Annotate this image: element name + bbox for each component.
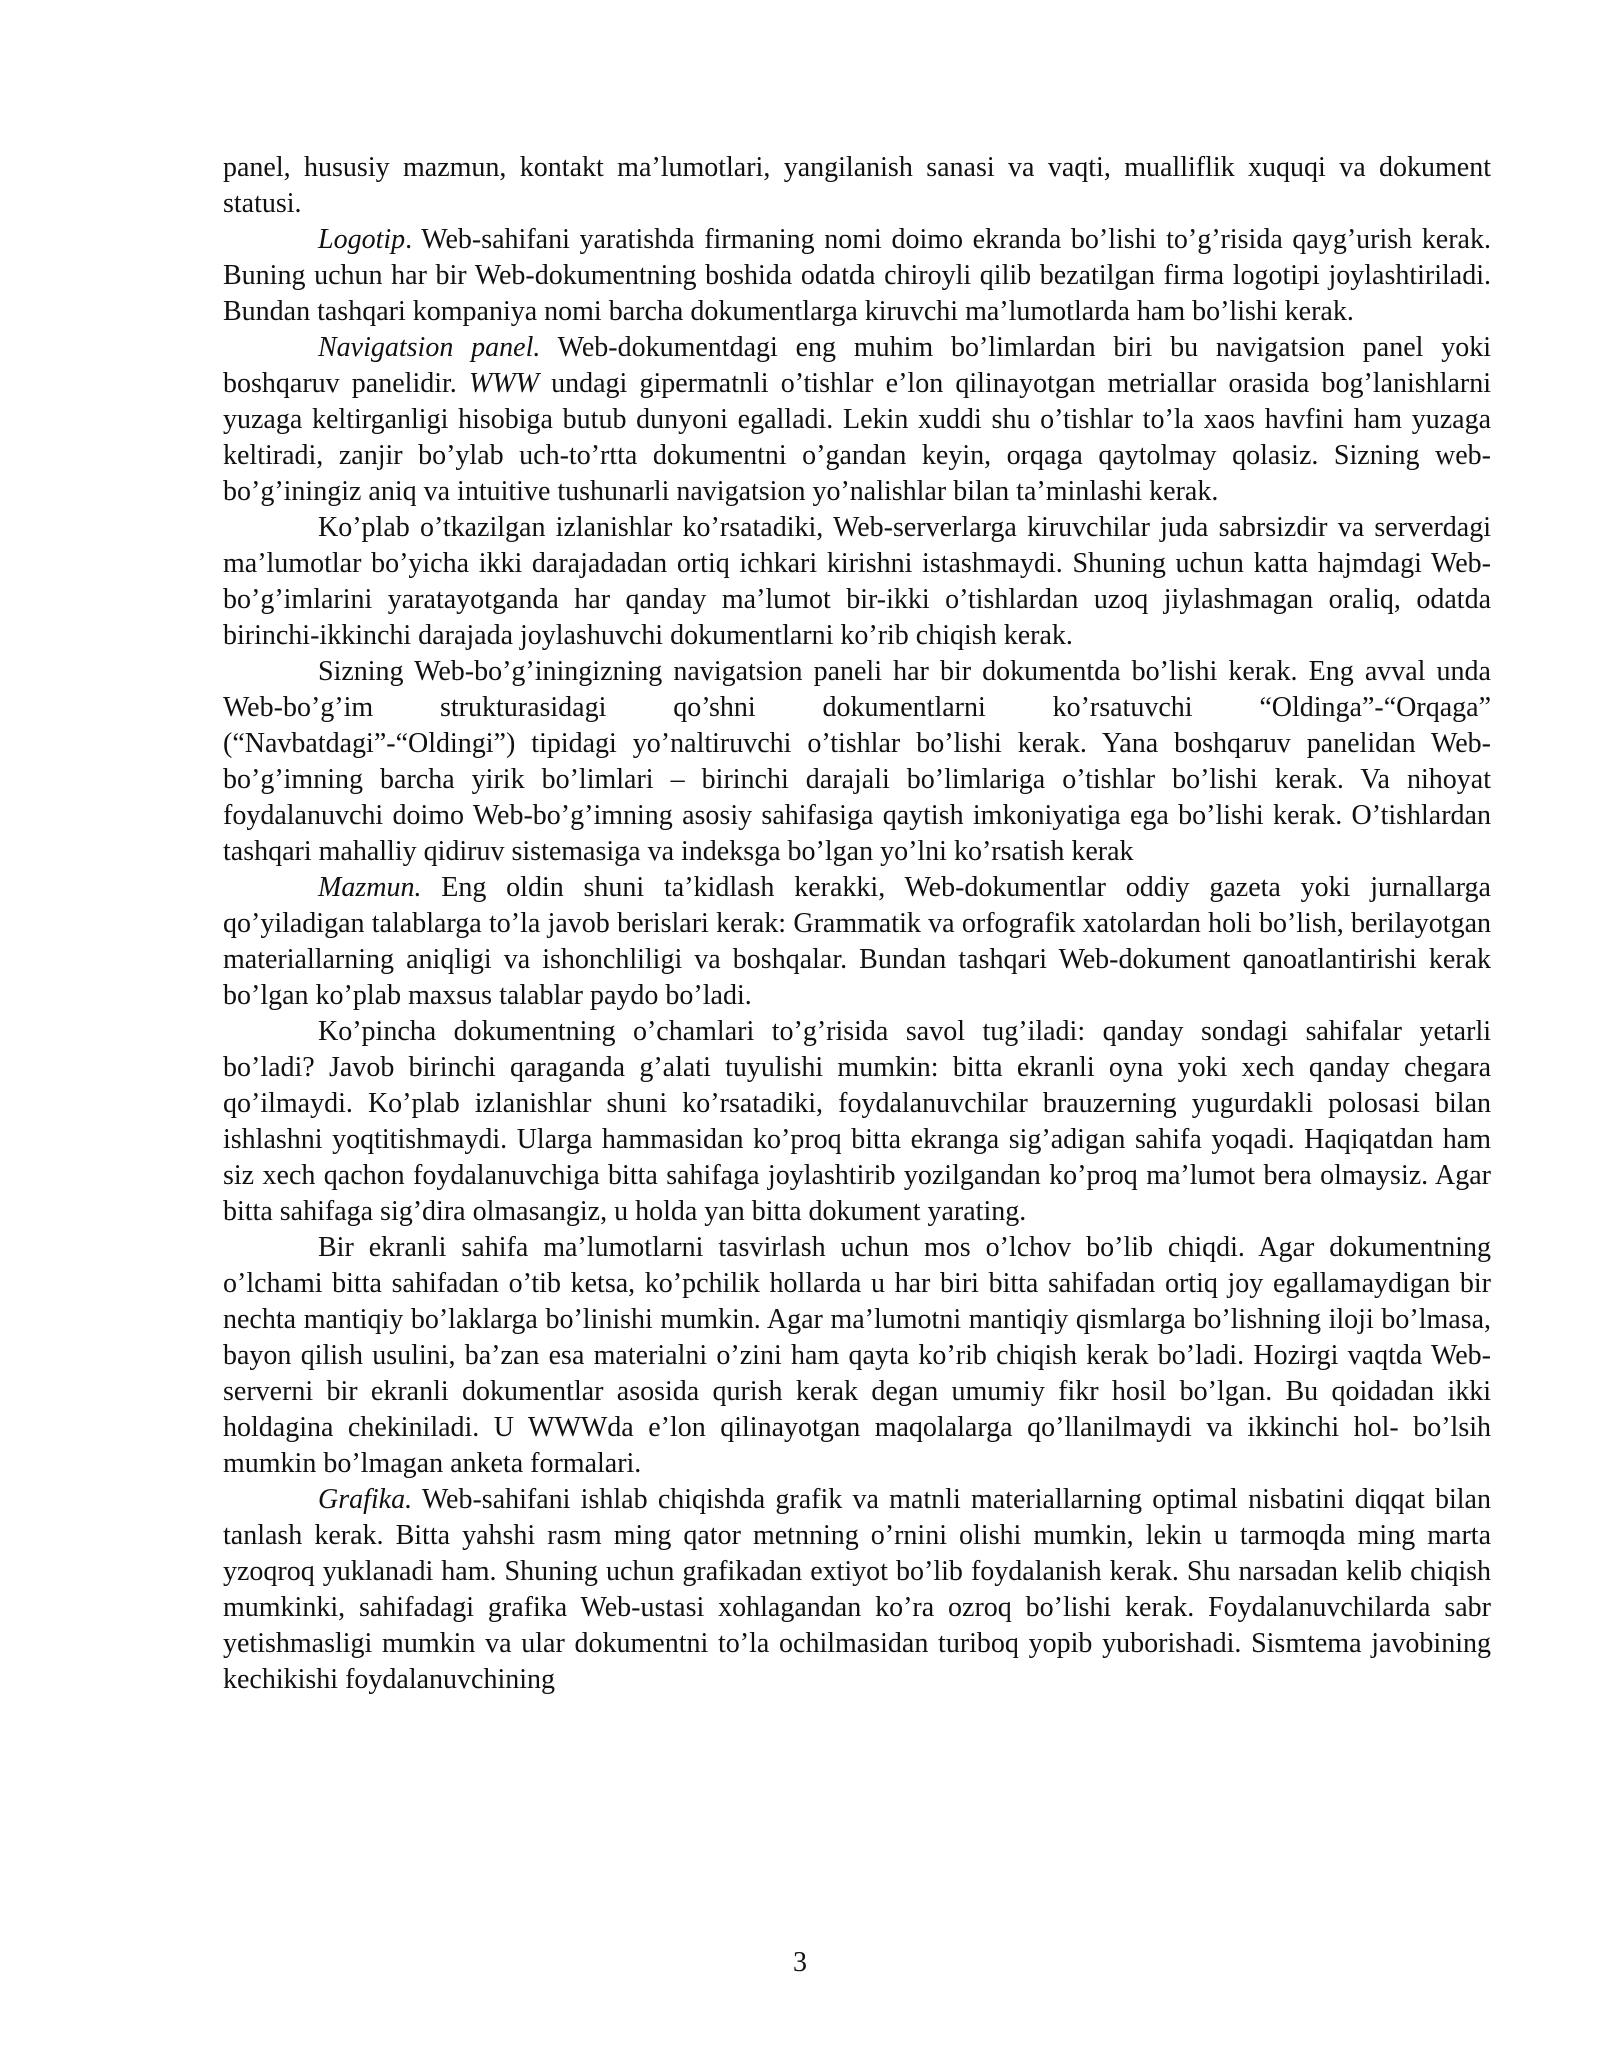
paragraph-navigatsion-panel xyxy=(223,330,1491,510)
page-number: 3 xyxy=(793,1947,807,1978)
paragraph-logotip-text: . Web-sahifani yaratishda firmaning nomi doimo ekranda bo’lishi to’g’risida qayg’urish kerak. Buning uchun har bir Web-dokumentning boshida odatda chiroyli qilib bezatilgan firma logotipi joylashtiriladi. Bundan tashqari kompaniya nomi barcha dokumentlarga kiruvchi ma’lumotlarda ham bo’lishi kerak. xyxy=(223,224,1491,327)
paragraph-izlanishlar-text: Ko’plab o’tkazilgan izlanishlar ko’rsatadiki, Web-serverlarga kiruvchilar juda sabrsizdir va serverdagi ma’lumotlar bo’yicha ikki darajadadan ortiq ichkari kirishni istashmaydi. Shuning uchun katta hajmdagi Web-bo’g’imlarini yaratayotganda har qanday ma’lumot bir-ikki o’tishlardan uzoq jiylashmagan oraliq, odatda birinchi-ikkinchi darajada joylashuvchi dokumentlarni ko’rib chiqish kerak. xyxy=(223,512,1491,651)
paragraph-navigatsion-paneli-text: Sizning Web-bo’g’iningizning navigatsion paneli har bir dokumentda bo’lishi kerak. Eng avval unda Web-bo’g’im strukturasidagi qo’shni dokumentlarni ko’rsatuvchi “Oldinga”-“Orqaga” (“Navbatdagi”-“Oldingi”) tipidagi yo’naltiruvchi o’tishlar bo’lishi kerak. Yana boshqaruv panelidan Web-bo’g’imning barcha yirik bo’limlari – birinchi darajali bo’limlariga o’tishlar bo’lishi kerak. Va nihoyat foydalanuvchi doimo Web-bo’g’imning asosiy sahifasiga qaytish imkoniyatiga ega bo’lishi kerak. O’tishlardan tashqari mahalliy qidiruv sistemasiga va indeksga bo’lgan yo’lni ko’rsatish kerak xyxy=(223,656,1491,867)
paragraph-1 xyxy=(223,150,1491,222)
paragraph-grafika-text: Web-sahifani ishlab chiqishda grafik va matnli materiallarning optimal nisbatini diqqat bilan tanlash kerak. Bitta yahshi rasm ming qator metnning o’rnini olishi mumkin, lekin u tarmoqda ming marta yzoqroq yuklanadi ham. Shuning uchun grafikadan extiyot bo’lib foydalanish kerak. Shu narsadan kelib chiqish mumkinki, sahifadagi grafika Web-ustasi xohlagandan ko’ra ozroq bo’lishi kerak. Foydalanuvchilarda sabr yetishmasligi mumkin va ular dokumentni to’la ochilmasidan turiboq yopib yuborishadi. Sismtema javobining kechikishi foydalanuvchining xyxy=(223,1484,1491,1695)
paragraph-ochamlari-text: Ko’pincha dokumentning o’chamlari to’g’risida savol tug’iladi: qanday sondagi sahifalar yetarli bo’ladi? Javob birinchi qaraganda g’alati tuyulishi mumkin: bitta ekranli oyna yoki xech qanday chegara qo’ilmaydi. Ko’plab izlanishlar shuni ko’rsatadiki, foydalanuvchilar brauzerning yugurdakli polosasi bilan ishlashni yoqtitishmaydi. Ularga hammasidan ko’proq bitta ekranga sig’adigan sahifa yoqadi. Haqiqatdan ham siz xech qachon foydalanuvchiga bitta sahifaga joylashtirib yozilgandan ko’proq ma’lumot bera olmaysiz. Agar bitta sahifaga sig’dira olmasangiz, u holda yan bitta dokument yarating. xyxy=(223,1016,1491,1227)
paragraph-ochamlari xyxy=(223,1014,1491,1230)
paragraph-logotip xyxy=(223,222,1491,330)
term-grafika: Grafika. xyxy=(318,1484,413,1515)
paragraph-navigatsion-text-b: undagi gipermatnli o’tishlar e’lon qilinayotgan metriallar orasida bog’lanishlarni yuzaga keltirganligi hisobiga butub dunyoni egalladi. Lekin xuddi shu o’tishlar to’la xaos havfini ham yuzaga keltiradi, zanjir bo’ylab uch-to’rtta dokumentni o’gandan keyin, orqaga qaytolmay qolasiz. Sizning web-bo’g’iningiz aniq va intuitive tushunarli navigatsion yo’nalishlar bilan ta’minlashi kerak. xyxy=(223,368,1492,507)
paragraph-bir-ekranli-text: Bir ekranli sahifa ma’lumotlarni tasvirlash uchun mos o’lchov bo’lib chiqdi. Agar dokumentning o’lchami bitta sahifadan o’tib ketsa, ko’pchilik hollarda u har biri bitta sahifadan ortiq joy egallamaydigan bir nechta mantiqiy bo’laklarga bo’linishi mumkin. Agar ma’lumotni mantiqiy qismlarga bo’lishning iloji bo’lmasa, bayon qilish usulini, ba’zan esa materialni o’zini ham qayta ko’rib chiqish kerak bo’ladi. Hozirgi vaqtda Web-serverni bir ekranli dokumentlar asosida qurish kerak degan umumiy fikr hosil bo’lgan. Bu qoidadan ikki holdagina chekiniladi. U WWWda e’lon qilinayotgan maqolalarga qo’llanilmaydi va ikkinchi hol- bo’lsih mumkin bo’lmagan anketa formalari. xyxy=(223,1232,1491,1479)
paragraph-navigatsion-paneli xyxy=(223,654,1491,870)
paragraph-grafika xyxy=(223,1482,1491,1698)
term-mazmun: Mazmun. xyxy=(318,872,422,903)
term-www: WWW xyxy=(468,368,539,399)
paragraph-bir-ekranli xyxy=(223,1230,1491,1482)
term-navigatsion-panel: Navigatsion panel. xyxy=(318,332,541,363)
document-page xyxy=(223,150,1491,1698)
paragraph-1-text: panel, hususiy mazmun, kontakt ma’lumotlari, yangilanish sanasi va vaqti, mualliflik xuquqi va dokument statusi. xyxy=(223,152,1491,219)
paragraph-navigatsion-text-a: Web-dokumentdagi eng muhim bo’limlardan biri bu navigatsion panel yoki boshqaruv panelidir. xyxy=(223,332,1491,399)
paragraph-mazmun-text: Eng oldin shuni ta’kidlash kerakki, Web-dokumentlar oddiy gazeta yoki jurnallarga qo’yiladigan talablarga to’la javob berislari kerak: Grammatik va orfografik xatolardan holi bo’lish, berilayotgan materiallarning aniqligi va ishonchliligi va boshqalar. Bundan tashqari Web-dokument qanoatlantirishi kerak bo’lgan ko’plab maxsus talablar paydo bo’ladi. xyxy=(223,872,1491,1011)
paragraph-izlanishlar xyxy=(223,510,1491,654)
term-logotip: Logotip xyxy=(318,224,406,255)
paragraph-mazmun xyxy=(223,870,1491,1014)
